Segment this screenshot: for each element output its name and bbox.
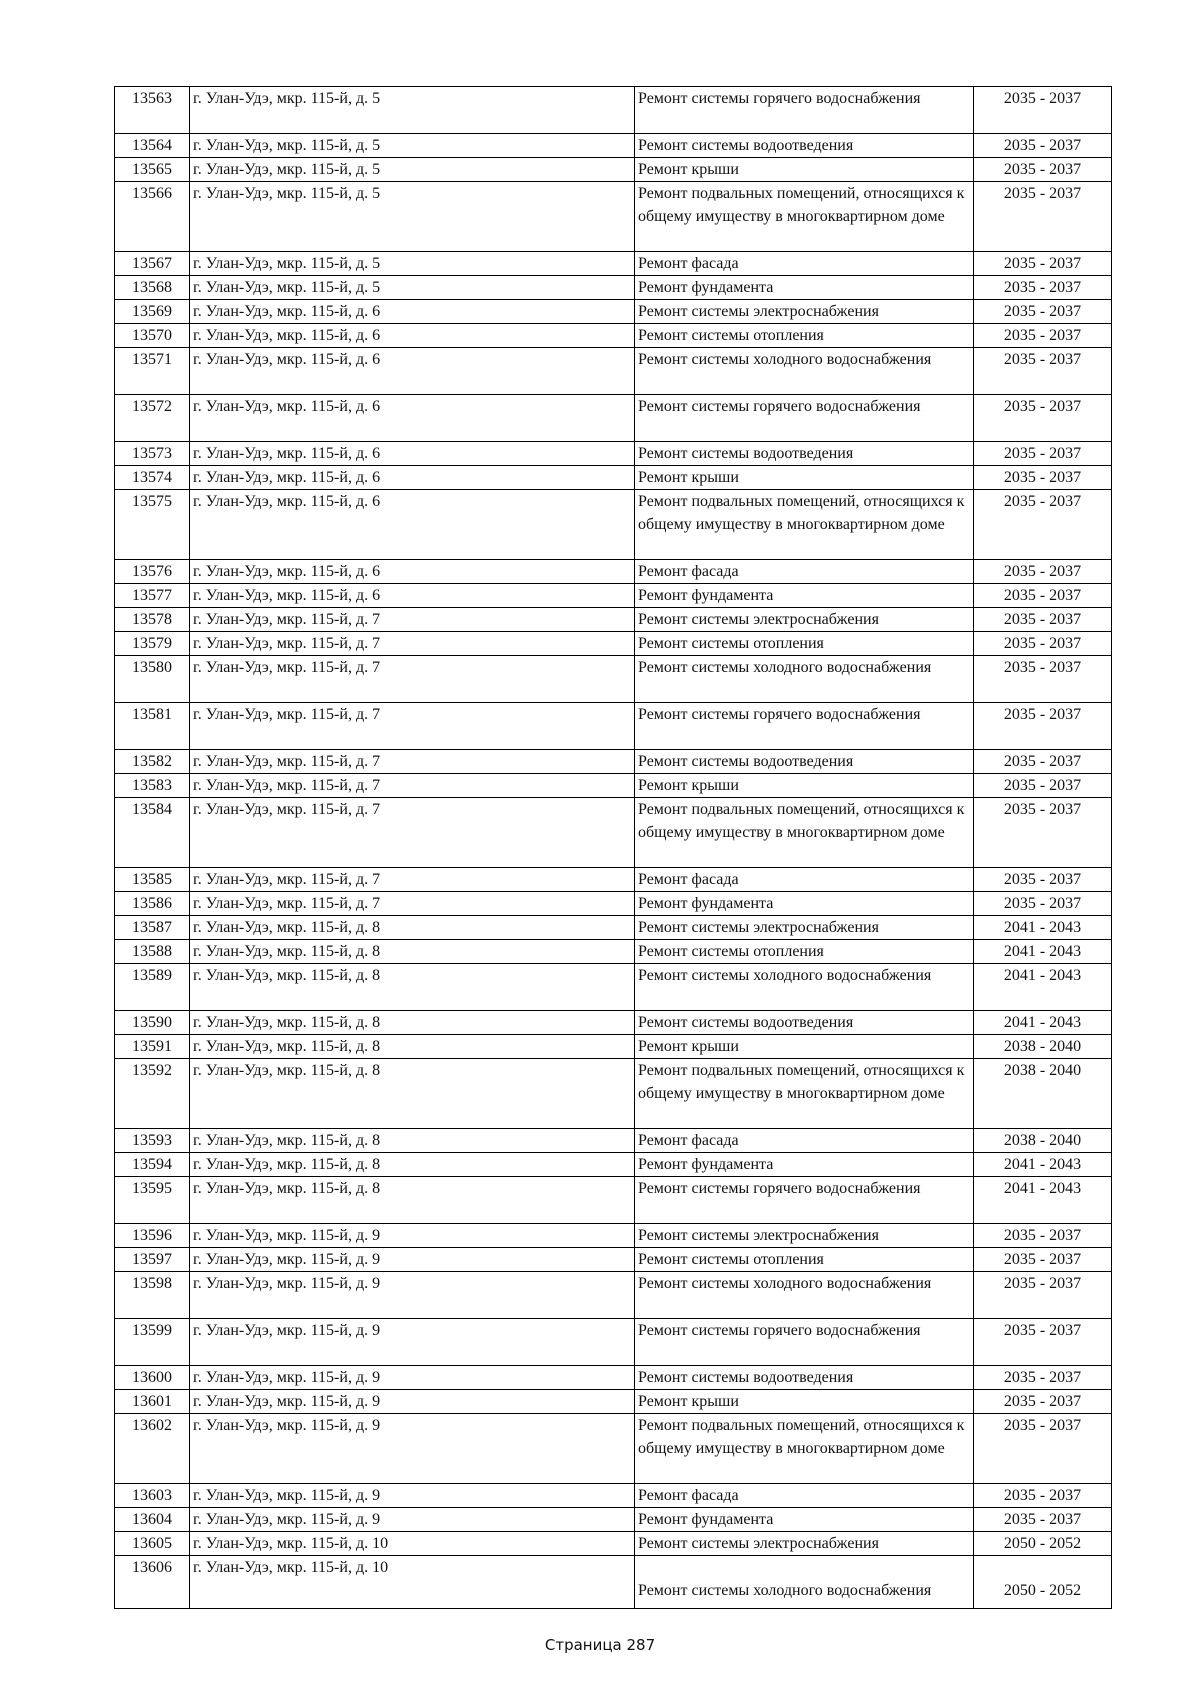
period-cell: 2035 - 2037 <box>974 560 1112 584</box>
table-row <box>115 87 1112 134</box>
table-row <box>115 1319 1112 1366</box>
address-cell: г. Улан-Удэ, мкр. 115-й, д. 6 <box>190 348 635 395</box>
address-cell: г. Улан-Удэ, мкр. 115-й, д. 8 <box>190 1035 635 1059</box>
period-cell: 2038 - 2040 <box>974 1129 1112 1153</box>
period-cell: 2035 - 2037 <box>974 182 1112 252</box>
repair-schedule-table <box>114 86 1112 1609</box>
address-cell: г. Улан-Удэ, мкр. 115-й, д. 9 <box>190 1390 635 1414</box>
work-type-cell: Ремонт системы холодного водоснабжения <box>635 656 974 703</box>
period-cell: 2050 - 2052 <box>974 1532 1112 1556</box>
address-cell: г. Улан-Удэ, мкр. 115-й, д. 6 <box>190 490 635 560</box>
address-cell: г. Улан-Удэ, мкр. 115-й, д. 8 <box>190 1177 635 1224</box>
period-cell: 2050 - 2052 <box>974 1556 1112 1609</box>
address-cell: г. Улан-Удэ, мкр. 115-й, д. 7 <box>190 703 635 750</box>
period-cell: 2041 - 2043 <box>974 916 1112 940</box>
period-cell: 2041 - 2043 <box>974 964 1112 1011</box>
work-type-cell: Ремонт фундамента <box>635 584 974 608</box>
work-type-cell: Ремонт системы электроснабжения <box>635 608 974 632</box>
table-row <box>115 1556 1112 1609</box>
address-cell: г. Улан-Удэ, мкр. 115-й, д. 6 <box>190 300 635 324</box>
period-cell: 2035 - 2037 <box>974 798 1112 868</box>
table-row <box>115 632 1112 656</box>
table-row <box>115 1129 1112 1153</box>
row-number-cell: 13571 <box>115 348 190 395</box>
period-cell: 2035 - 2037 <box>974 1484 1112 1508</box>
table-row <box>115 1248 1112 1272</box>
period-cell: 2041 - 2043 <box>974 1011 1112 1035</box>
row-number-cell: 13603 <box>115 1484 190 1508</box>
row-number-cell: 13569 <box>115 300 190 324</box>
work-type-cell: Ремонт системы водоотведения <box>635 1011 974 1035</box>
address-cell: г. Улан-Удэ, мкр. 115-й, д. 8 <box>190 1153 635 1177</box>
work-type-cell: Ремонт системы отопления <box>635 324 974 348</box>
row-number-cell: 13584 <box>115 798 190 868</box>
work-type-cell: Ремонт системы отопления <box>635 940 974 964</box>
page-number: Страница 287 <box>544 1636 656 1654</box>
table-body <box>115 87 1112 1609</box>
address-cell: г. Улан-Удэ, мкр. 115-й, д. 6 <box>190 442 635 466</box>
row-number-cell: 13581 <box>115 703 190 750</box>
period-cell: 2035 - 2037 <box>974 1366 1112 1390</box>
period-cell: 2035 - 2037 <box>974 276 1112 300</box>
address-cell: г. Улан-Удэ, мкр. 115-й, д. 7 <box>190 608 635 632</box>
row-number-cell: 13600 <box>115 1366 190 1390</box>
row-number-cell: 13591 <box>115 1035 190 1059</box>
period-cell: 2035 - 2037 <box>974 134 1112 158</box>
address-cell: г. Улан-Удэ, мкр. 115-й, д. 5 <box>190 158 635 182</box>
work-type-cell: Ремонт системы холодного водоснабжения <box>635 1272 974 1319</box>
period-cell: 2035 - 2037 <box>974 1390 1112 1414</box>
address-cell: г. Улан-Удэ, мкр. 115-й, д. 9 <box>190 1508 635 1532</box>
table-row <box>115 276 1112 300</box>
work-type-cell: Ремонт фасада <box>635 1484 974 1508</box>
address-cell: г. Улан-Удэ, мкр. 115-й, д. 5 <box>190 182 635 252</box>
row-number-cell: 13586 <box>115 892 190 916</box>
period-cell: 2038 - 2040 <box>974 1035 1112 1059</box>
row-number-cell: 13583 <box>115 774 190 798</box>
table-row <box>115 395 1112 442</box>
row-number-cell: 13602 <box>115 1414 190 1484</box>
work-type-cell: Ремонт фасада <box>635 252 974 276</box>
address-cell: г. Улан-Удэ, мкр. 115-й, д. 7 <box>190 868 635 892</box>
address-cell: г. Улан-Удэ, мкр. 115-й, д. 7 <box>190 798 635 868</box>
row-number-cell: 13595 <box>115 1177 190 1224</box>
table-row <box>115 1484 1112 1508</box>
row-number-cell: 13589 <box>115 964 190 1011</box>
period-cell: 2035 - 2037 <box>974 1248 1112 1272</box>
work-type-cell: Ремонт фундамента <box>635 276 974 300</box>
row-number-cell: 13588 <box>115 940 190 964</box>
work-type-cell: Ремонт системы отопления <box>635 1248 974 1272</box>
table-row <box>115 1272 1112 1319</box>
address-cell: г. Улан-Удэ, мкр. 115-й, д. 7 <box>190 632 635 656</box>
table-row <box>115 1224 1112 1248</box>
period-cell: 2035 - 2037 <box>974 774 1112 798</box>
work-type-cell: Ремонт системы горячего водоснабжения <box>635 395 974 442</box>
table-row <box>115 916 1112 940</box>
table-row <box>115 466 1112 490</box>
period-cell: 2035 - 2037 <box>974 1319 1112 1366</box>
row-number-cell: 13574 <box>115 466 190 490</box>
period-cell: 2035 - 2037 <box>974 1414 1112 1484</box>
address-cell: г. Улан-Удэ, мкр. 115-й, д. 5 <box>190 87 635 134</box>
table-row <box>115 750 1112 774</box>
work-type-cell: Ремонт крыши <box>635 1035 974 1059</box>
address-cell: г. Улан-Удэ, мкр. 115-й, д. 8 <box>190 1059 635 1129</box>
work-type-cell: Ремонт подвальных помещений, относящихся к общему имуществу в многоквартирном доме <box>635 1059 974 1129</box>
work-type-cell: Ремонт подвальных помещений, относящихся к общему имуществу в многоквартирном доме <box>635 490 974 560</box>
table-row <box>115 608 1112 632</box>
work-type-cell: Ремонт крыши <box>635 466 974 490</box>
period-cell: 2035 - 2037 <box>974 703 1112 750</box>
period-cell: 2035 - 2037 <box>974 324 1112 348</box>
address-cell: г. Улан-Удэ, мкр. 115-й, д. 9 <box>190 1414 635 1484</box>
period-cell: 2035 - 2037 <box>974 395 1112 442</box>
work-type-cell: Ремонт системы водоотведения <box>635 750 974 774</box>
row-number-cell: 13564 <box>115 134 190 158</box>
table-row <box>115 1035 1112 1059</box>
period-cell: 2041 - 2043 <box>974 1177 1112 1224</box>
row-number-cell: 13563 <box>115 87 190 134</box>
period-cell: 2035 - 2037 <box>974 608 1112 632</box>
row-number-cell: 13585 <box>115 868 190 892</box>
row-number-cell: 13577 <box>115 584 190 608</box>
table-row <box>115 442 1112 466</box>
period-cell: 2035 - 2037 <box>974 466 1112 490</box>
table-row <box>115 940 1112 964</box>
row-number-cell: 13598 <box>115 1272 190 1319</box>
table-row <box>115 774 1112 798</box>
table-row <box>115 348 1112 395</box>
address-cell: г. Улан-Удэ, мкр. 115-й, д. 6 <box>190 324 635 348</box>
work-type-cell: Ремонт системы горячего водоснабжения <box>635 703 974 750</box>
address-cell: г. Улан-Удэ, мкр. 115-й, д. 8 <box>190 940 635 964</box>
row-number-cell: 13567 <box>115 252 190 276</box>
address-cell: г. Улан-Удэ, мкр. 115-й, д. 7 <box>190 656 635 703</box>
row-number-cell: 13606 <box>115 1556 190 1609</box>
row-number-cell: 13582 <box>115 750 190 774</box>
table-row <box>115 703 1112 750</box>
address-cell: г. Улан-Удэ, мкр. 115-й, д. 5 <box>190 252 635 276</box>
row-number-cell: 13601 <box>115 1390 190 1414</box>
address-cell: г. Улан-Удэ, мкр. 115-й, д. 8 <box>190 916 635 940</box>
period-cell: 2035 - 2037 <box>974 348 1112 395</box>
row-number-cell: 13594 <box>115 1153 190 1177</box>
row-number-cell: 13580 <box>115 656 190 703</box>
work-type-cell: Ремонт системы электроснабжения <box>635 916 974 940</box>
table-row <box>115 1390 1112 1414</box>
table-row <box>115 560 1112 584</box>
row-number-cell: 13593 <box>115 1129 190 1153</box>
address-cell: г. Улан-Удэ, мкр. 115-й, д. 10 <box>190 1556 635 1609</box>
period-cell: 2038 - 2040 <box>974 1059 1112 1129</box>
address-cell: г. Улан-Удэ, мкр. 115-й, д. 6 <box>190 395 635 442</box>
row-number-cell: 13599 <box>115 1319 190 1366</box>
period-cell: 2035 - 2037 <box>974 87 1112 134</box>
work-type-cell: Ремонт крыши <box>635 158 974 182</box>
address-cell: г. Улан-Удэ, мкр. 115-й, д. 9 <box>190 1319 635 1366</box>
address-cell: г. Улан-Удэ, мкр. 115-й, д. 6 <box>190 584 635 608</box>
table-row <box>115 158 1112 182</box>
table-row <box>115 1153 1112 1177</box>
work-type-cell: Ремонт системы водоотведения <box>635 442 974 466</box>
row-number-cell: 13578 <box>115 608 190 632</box>
address-cell: г. Улан-Удэ, мкр. 115-й, д. 10 <box>190 1532 635 1556</box>
period-cell: 2035 - 2037 <box>974 750 1112 774</box>
work-type-cell: Ремонт подвальных помещений, относящихся к общему имуществу в многоквартирном доме <box>635 1414 974 1484</box>
table-row <box>115 964 1112 1011</box>
table-row <box>115 182 1112 252</box>
table-row <box>115 300 1112 324</box>
address-cell: г. Улан-Удэ, мкр. 115-й, д. 6 <box>190 560 635 584</box>
address-cell: г. Улан-Удэ, мкр. 115-й, д. 8 <box>190 964 635 1011</box>
address-cell: г. Улан-Удэ, мкр. 115-й, д. 7 <box>190 892 635 916</box>
row-number-cell: 13576 <box>115 560 190 584</box>
row-number-cell: 13566 <box>115 182 190 252</box>
period-cell: 2035 - 2037 <box>974 1508 1112 1532</box>
work-type-cell: Ремонт фасада <box>635 1129 974 1153</box>
work-type-cell: Ремонт системы холодного водоснабжения <box>635 348 974 395</box>
period-cell: 2035 - 2037 <box>974 490 1112 560</box>
table-row <box>115 798 1112 868</box>
period-cell: 2035 - 2037 <box>974 892 1112 916</box>
table-row <box>115 252 1112 276</box>
period-cell: 2035 - 2037 <box>974 252 1112 276</box>
row-number-cell: 13597 <box>115 1248 190 1272</box>
address-cell: г. Улан-Удэ, мкр. 115-й, д. 8 <box>190 1011 635 1035</box>
row-number-cell: 13568 <box>115 276 190 300</box>
work-type-cell: Ремонт системы водоотведения <box>635 134 974 158</box>
period-cell: 2041 - 2043 <box>974 940 1112 964</box>
address-cell: г. Улан-Удэ, мкр. 115-й, д. 7 <box>190 774 635 798</box>
period-cell: 2035 - 2037 <box>974 442 1112 466</box>
period-cell: 2035 - 2037 <box>974 1224 1112 1248</box>
row-number-cell: 13573 <box>115 442 190 466</box>
work-type-cell: Ремонт системы горячего водоснабжения <box>635 1177 974 1224</box>
table-row <box>115 1366 1112 1390</box>
row-number-cell: 13565 <box>115 158 190 182</box>
work-type-cell: Ремонт фундамента <box>635 892 974 916</box>
period-cell: 2035 - 2037 <box>974 584 1112 608</box>
row-number-cell: 13575 <box>115 490 190 560</box>
address-cell: г. Улан-Удэ, мкр. 115-й, д. 9 <box>190 1224 635 1248</box>
table-row <box>115 868 1112 892</box>
table-row <box>115 1177 1112 1224</box>
work-type-cell: Ремонт подвальных помещений, относящихся к общему имуществу в многоквартирном доме <box>635 798 974 868</box>
table-row <box>115 1508 1112 1532</box>
period-cell: 2035 - 2037 <box>974 300 1112 324</box>
work-type-cell: Ремонт крыши <box>635 1390 974 1414</box>
table-row <box>115 490 1112 560</box>
address-cell: г. Улан-Удэ, мкр. 115-й, д. 5 <box>190 134 635 158</box>
row-number-cell: 13590 <box>115 1011 190 1035</box>
work-type-cell: Ремонт фасада <box>635 560 974 584</box>
address-cell: г. Улан-Удэ, мкр. 115-й, д. 9 <box>190 1366 635 1390</box>
table-row <box>115 1059 1112 1129</box>
row-number-cell: 13596 <box>115 1224 190 1248</box>
work-type-cell: Ремонт крыши <box>635 774 974 798</box>
address-cell: г. Улан-Удэ, мкр. 115-й, д. 8 <box>190 1129 635 1153</box>
row-number-cell: 13572 <box>115 395 190 442</box>
row-number-cell: 13579 <box>115 632 190 656</box>
work-type-cell: Ремонт системы отопления <box>635 632 974 656</box>
work-type-cell: Ремонт подвальных помещений, относящихся к общему имуществу в многоквартирном доме <box>635 182 974 252</box>
period-cell: 2035 - 2037 <box>974 158 1112 182</box>
address-cell: г. Улан-Удэ, мкр. 115-й, д. 9 <box>190 1248 635 1272</box>
table-row <box>115 324 1112 348</box>
work-type-cell: Ремонт системы водоотведения <box>635 1366 974 1390</box>
table-row <box>115 1414 1112 1484</box>
row-number-cell: 13605 <box>115 1532 190 1556</box>
address-cell: г. Улан-Удэ, мкр. 115-й, д. 7 <box>190 750 635 774</box>
address-cell: г. Улан-Удэ, мкр. 115-й, д. 9 <box>190 1272 635 1319</box>
work-type-cell: Ремонт фундамента <box>635 1153 974 1177</box>
work-type-cell: Ремонт системы электроснабжения <box>635 300 974 324</box>
work-type-cell: Ремонт системы электроснабжения <box>635 1532 974 1556</box>
address-cell: г. Улан-Удэ, мкр. 115-й, д. 6 <box>190 466 635 490</box>
work-type-cell: Ремонт системы электроснабжения <box>635 1224 974 1248</box>
period-cell: 2035 - 2037 <box>974 868 1112 892</box>
work-type-cell: Ремонт системы холодного водоснабжения <box>635 1556 974 1609</box>
table-row <box>115 134 1112 158</box>
period-cell: 2041 - 2043 <box>974 1153 1112 1177</box>
table-row <box>115 656 1112 703</box>
work-type-cell: Ремонт фасада <box>635 868 974 892</box>
table-row <box>115 584 1112 608</box>
work-type-cell: Ремонт системы холодного водоснабжения <box>635 964 974 1011</box>
row-number-cell: 13570 <box>115 324 190 348</box>
address-cell: г. Улан-Удэ, мкр. 115-й, д. 9 <box>190 1484 635 1508</box>
table-row <box>115 1011 1112 1035</box>
period-cell: 2035 - 2037 <box>974 656 1112 703</box>
table-row <box>115 1532 1112 1556</box>
row-number-cell: 13604 <box>115 1508 190 1532</box>
work-type-cell: Ремонт системы горячего водоснабжения <box>635 87 974 134</box>
row-number-cell: 13587 <box>115 916 190 940</box>
work-type-cell: Ремонт системы горячего водоснабжения <box>635 1319 974 1366</box>
period-cell: 2035 - 2037 <box>974 632 1112 656</box>
row-number-cell: 13592 <box>115 1059 190 1129</box>
table-row <box>115 892 1112 916</box>
work-type-cell: Ремонт фундамента <box>635 1508 974 1532</box>
period-cell: 2035 - 2037 <box>974 1272 1112 1319</box>
address-cell: г. Улан-Удэ, мкр. 115-й, д. 5 <box>190 276 635 300</box>
